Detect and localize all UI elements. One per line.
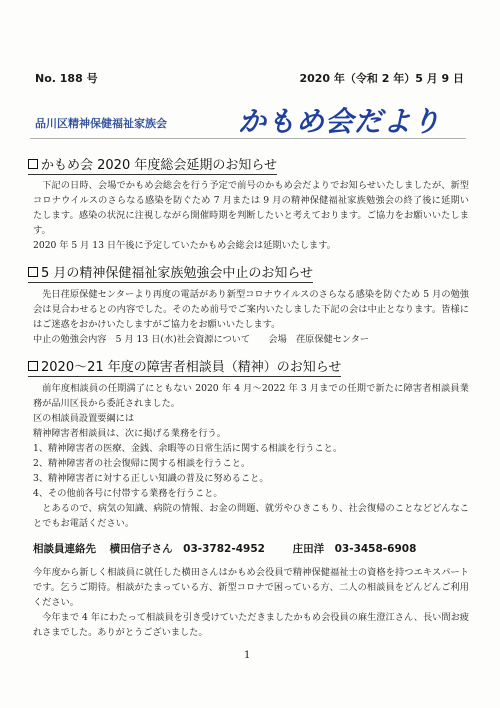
paragraph: 精神障害者相談員は、次に掲げる業務を行う。	[33, 428, 226, 439]
closing-paragraphs	[33, 565, 469, 640]
paragraph: 中止の勉強会内容 5 月 13 日(水)社会資源について 会場 荏原保健センター	[33, 334, 370, 345]
section-heading-text: かもめ会 2020 年度総会延期のお知らせ	[41, 158, 277, 173]
counselor-contacts	[33, 541, 416, 556]
paragraph: 2020 年 5 月 13 日午後に予定していたかもめ会総会は延期いたします。	[33, 240, 336, 251]
section-body-general-meeting	[33, 178, 469, 253]
paragraph: 今年度から新しく相談員に就任した横田さんはかもめ会役員で精神保健福祉士の資格を持つエキスパートです。乞うご期待。相談がたまっている方、新型コロナで困っている方、二人の相談員をどんどんご利用ください。	[33, 567, 469, 608]
paragraph: 下記の日時、会場でかもめ会総会を行う予定で前号のかもめ会だよりでお知らせいたしましたが、新型コロナウイルスのさらなる感染を防ぐため 7 月または 9 月の精神保健福祉家族勉強会の終了後に延期いたします。感染の状況に注視しながら開催時期を判断したいと考えております。ご協力をお願いいたします。	[33, 180, 469, 236]
section-heading-study-meeting	[28, 262, 313, 283]
list-item: 3、精神障害者に対する正しい知識の普及に努めること。	[33, 473, 269, 484]
paragraph: 先日荏原保健センターより再度の電話があり新型コロナウイルスのさらなる感染を防ぐため 5 月の勉強会は見合わせるとの内容でした。そのため前号でご案内いたしました下記の会は中止となります。皆様にはご迷惑をおかけいたしますがご協力をお願いいたします。	[33, 289, 469, 330]
square-bullet-icon	[28, 361, 38, 371]
paragraph: とあるので、病気の知識、病院の情報、お金の問題、就労やひきこもり、社会復帰のことなどどんなことでもお電話ください。	[33, 503, 469, 529]
section-heading-text: 5 月の精神保健福祉家族勉強会中止のお知らせ	[41, 266, 314, 281]
section-heading-counselor	[28, 356, 341, 377]
issue-number: No. 188 号	[35, 72, 98, 85]
section-heading-general-meeting	[28, 154, 277, 175]
contact-person-2: 庄田洋 03-3458-6908	[292, 543, 417, 555]
paragraph: 区の相談員設置要綱には	[33, 413, 135, 424]
issue-date: 2020 年（令和 2 年）5 月 9 日	[299, 72, 464, 85]
list-item: 4、その他前各号に付帯する業務を行うこと。	[33, 488, 223, 499]
page-number: 1	[244, 650, 251, 661]
list-item: 2、精神障害者の社会復帰に関する相談を行うこと。	[33, 458, 251, 469]
organization-name: 品川区精神保健福祉家族会	[35, 117, 167, 130]
masthead-divider	[30, 138, 466, 139]
list-item: 1、精神障害者の医療、金銭、余暇等の日常生活に関する相談を行うこと。	[33, 443, 343, 454]
square-bullet-icon	[28, 159, 38, 169]
newsletter-title: かもめ会だより	[238, 105, 442, 138]
section-heading-text: 2020～21 年度の障害者相談員（精神）のお知らせ	[41, 360, 342, 375]
contact-person-1: 横田信子さん 03-3782-4952	[109, 543, 265, 555]
contact-label: 相談員連絡先	[33, 543, 96, 555]
paragraph: 前年度相談員の任期満了にともない 2020 年 4 月～2022 年 3 月までの任期で新たに障害者相談員業務が品川区長から委託されました。	[33, 383, 469, 409]
paragraph: 今年まで 4 年にわたって相談員を引き受けていただきましたかもめ会役員の麻生澄江さん、長い間お疲れさまでした。ありがとうございました。	[33, 612, 469, 638]
section-body-counselor	[33, 381, 469, 531]
section-body-study-meeting	[33, 287, 469, 347]
square-bullet-icon	[28, 267, 38, 277]
